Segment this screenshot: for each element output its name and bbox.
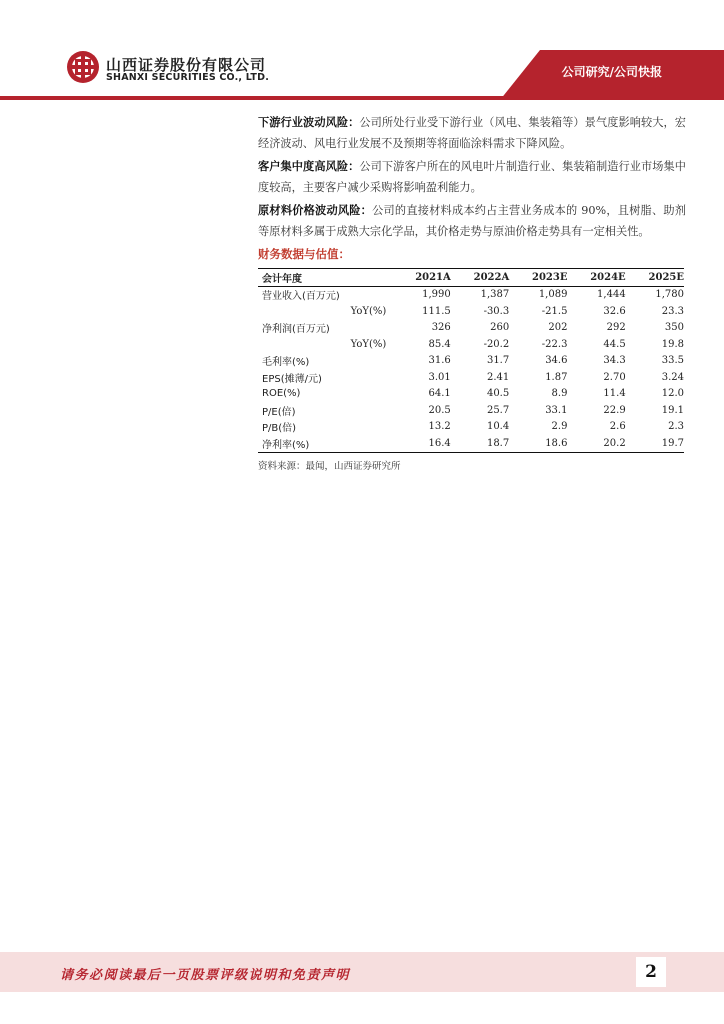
table-cell: 34.3	[603, 355, 626, 367]
table-cell: 32.6	[603, 305, 626, 317]
table-row	[258, 336, 684, 353]
risk-text: 公司下游客户所在的风电叶片制造行业、集装箱制造行业市场集中度较高，主要客户减少采购将影响盈利能力。	[258, 160, 686, 194]
table-row	[258, 369, 684, 386]
risk-title: 客户集中度高风险：	[258, 160, 360, 173]
table-cell: 2.3	[668, 421, 684, 433]
table-cell: 13.2	[428, 421, 451, 433]
table-source-note: 资料来源：最闻，山西证券研究所	[258, 460, 401, 472]
main-content	[258, 113, 686, 472]
table-cell: -22.3	[541, 338, 568, 350]
table-cell: 12.0	[661, 388, 684, 400]
table-cell: 3.24	[661, 371, 684, 383]
company-logo	[66, 50, 100, 84]
row-label: P/E(倍)	[262, 406, 296, 418]
table-cell: 11.4	[603, 388, 626, 400]
table-cell: 1.87	[545, 371, 568, 383]
risk-text: 公司所处行业受下游行业（风电、集装箱等）景气度影响较大，宏经济波动、风电行业发展不及预期等将面临涂料需求下降风险。	[258, 116, 686, 150]
row-label: 毛利率(%)	[262, 357, 310, 369]
row-label: YoY(%)	[350, 338, 387, 350]
table-row	[258, 386, 684, 403]
table-cell: 31.6	[428, 355, 451, 367]
table-cell: 2.41	[486, 371, 510, 383]
table-row	[258, 402, 684, 419]
risk-paragraph-raw-material	[258, 201, 686, 242]
column-header: 2023E	[509, 269, 567, 287]
table-cell: 1,444	[597, 289, 626, 301]
table-cell: 85.4	[428, 338, 451, 350]
table-cell: 2.70	[603, 371, 626, 383]
table-cell: 10.4	[486, 421, 510, 433]
table-cell: 19.7	[626, 435, 684, 452]
table-cell: 292	[606, 322, 626, 334]
table-cell: -21.5	[541, 305, 568, 317]
table-cell: 44.5	[603, 338, 626, 350]
table-cell: 16.4	[392, 435, 450, 452]
risk-paragraph-downstream	[258, 113, 686, 154]
table-cell: 34.6	[545, 355, 568, 367]
risk-paragraph-customer	[258, 157, 686, 198]
row-label: ROE(%)	[262, 388, 301, 400]
table-cell: 3.01	[428, 371, 451, 383]
column-header: 会计年度	[258, 269, 392, 287]
report-category: 公司研究/公司快报	[561, 65, 662, 79]
table-cell: 25.7	[486, 404, 510, 416]
column-header: 2025E	[626, 269, 684, 287]
table-cell: 22.9	[603, 404, 626, 416]
table-header-row	[258, 269, 684, 287]
column-header: 2021A	[392, 269, 450, 287]
table-row	[258, 435, 684, 452]
table-cell: 350	[664, 322, 684, 334]
table-cell: 8.9	[551, 388, 568, 400]
table-cell: 2.6	[609, 421, 626, 433]
row-label: 净利率(%)	[258, 435, 392, 452]
risk-text: 公司的直接材料成本约占主营业务成本的 90%，且树脂、助剂等原材料多属于成熟大宗化学品，其价格走势与原油价格走势具有一定相关性。	[258, 204, 686, 238]
column-header: 2022A	[451, 269, 509, 287]
table-cell: 64.1	[428, 388, 451, 400]
table-cell: 19.8	[661, 338, 684, 350]
table-cell: 18.6	[509, 435, 567, 452]
risk-title: 下游行业波动风险：	[258, 116, 360, 129]
row-label: EPS(摊薄/元)	[262, 373, 322, 385]
table-cell: 1,990	[422, 289, 451, 301]
table-cell: 2.9	[551, 421, 568, 433]
financial-table	[258, 268, 684, 453]
page-header	[0, 0, 724, 100]
table-row	[258, 303, 684, 320]
table-cell: 202	[548, 322, 568, 334]
table-cell: 20.2	[567, 435, 625, 452]
table-cell: 33.5	[661, 355, 684, 367]
table-cell: 31.7	[486, 355, 510, 367]
table-row	[258, 419, 684, 436]
table-cell: 1,387	[480, 289, 510, 301]
company-name-en: SHANXI SECURITIES CO., LTD.	[106, 72, 270, 83]
table-cell: 19.1	[661, 404, 684, 416]
risk-title: 原材料价格波动风险：	[258, 204, 373, 217]
table-cell: 23.3	[661, 305, 684, 317]
table-cell: 20.5	[428, 404, 451, 416]
page-number: 2	[636, 957, 666, 987]
row-label: 营业收入(百万元)	[262, 291, 340, 303]
table-cell: -20.2	[483, 338, 510, 350]
table-row	[258, 286, 684, 303]
table-cell: 18.7	[451, 435, 509, 452]
table-cell: 260	[490, 322, 510, 334]
column-header: 2024E	[567, 269, 625, 287]
row-label: 净利润(百万元)	[262, 324, 330, 336]
table-cell: 111.5	[422, 305, 451, 317]
page-footer	[0, 952, 724, 992]
header-divider	[0, 96, 724, 100]
company-name-cn: 山西证券股份有限公司	[106, 56, 267, 74]
table-cell: 33.1	[545, 404, 568, 416]
table-cell: 40.5	[486, 388, 510, 400]
table-cell: -30.3	[483, 305, 510, 317]
disclaimer-notice: 请务必阅读最后一页股票评级说明和免责声明	[60, 968, 351, 983]
row-label: YoY(%)	[350, 305, 387, 317]
table-cell: 326	[431, 322, 451, 334]
table-title: 财务数据与估值：	[258, 247, 350, 261]
table-cell: 1,089	[538, 289, 568, 301]
row-label: P/B(倍)	[262, 423, 297, 435]
table-row	[258, 353, 684, 370]
table-row	[258, 320, 684, 337]
table-cell: 1,780	[655, 289, 684, 301]
